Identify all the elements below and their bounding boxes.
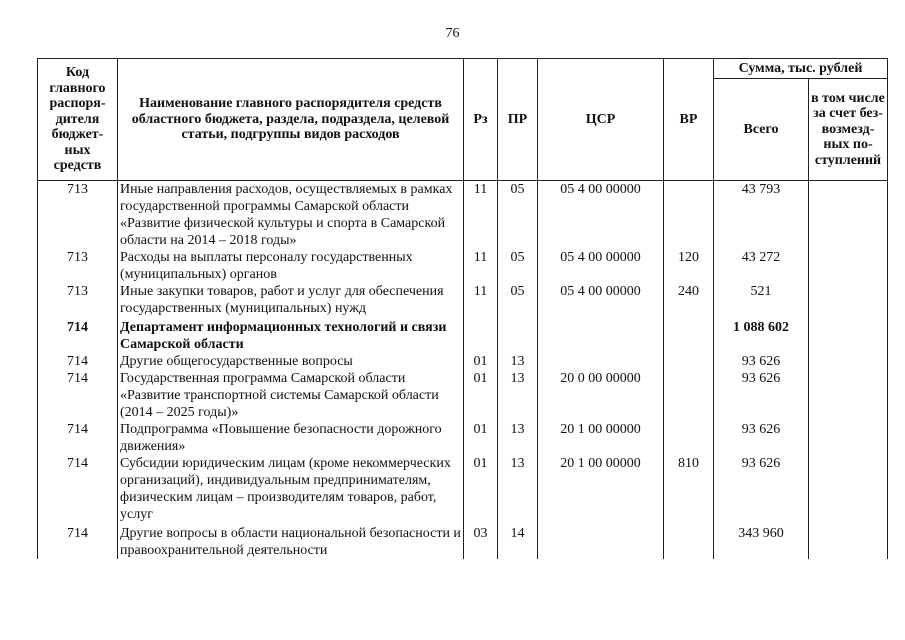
cell-total: 93 626 [714, 370, 809, 421]
header-name: Наименование главного распорядителя средств областного бюджета, раздела, подраздела, целевой статьи, подгруппы видов расходов [118, 59, 464, 181]
header-vr: ВР [664, 59, 714, 181]
cell-vr [664, 353, 714, 370]
cell-csr: 20 1 00 00000 [538, 455, 664, 523]
header-sum-group: Сумма, тыс. рублей [714, 59, 888, 79]
page-number: 76 [445, 26, 460, 41]
cell-name: Субсидии юридическим лицам (кроме некоммерческих организаций), индивидуальным предпринимателям, физическим лицам – производителям товаров, работ, услуг [118, 455, 464, 523]
cell-total: 93 626 [714, 353, 809, 370]
cell-total: 343 960 [714, 523, 809, 559]
cell-code: 713 [38, 249, 118, 283]
cell-pr: 05 [498, 249, 538, 283]
table-row [38, 317, 888, 353]
cell-name: Департамент информационных технологий и связи Самарской области [118, 317, 464, 353]
cell-free-receipts [809, 181, 888, 250]
cell-pr: 05 [498, 283, 538, 317]
table-row [38, 370, 888, 421]
cell-vr: 120 [664, 249, 714, 283]
cell-rz: 11 [464, 181, 498, 250]
cell-csr [538, 317, 664, 353]
table-row [38, 523, 888, 559]
cell-csr [538, 353, 664, 370]
cell-free-receipts [809, 523, 888, 559]
cell-code: 714 [38, 523, 118, 559]
cell-rz: 01 [464, 455, 498, 523]
cell-rz: 03 [464, 523, 498, 559]
cell-name: Расходы на выплаты персоналу государственных (муниципальных) органов [118, 249, 464, 283]
budget-table [37, 58, 888, 559]
cell-name: Другие вопросы в области национальной безопасности и правоохранительной деятельности [118, 523, 464, 559]
cell-free-receipts [809, 249, 888, 283]
cell-code: 714 [38, 455, 118, 523]
cell-vr [664, 181, 714, 250]
header-csr: ЦСР [538, 59, 664, 181]
table-row [38, 249, 888, 283]
cell-csr: 20 0 00 00000 [538, 370, 664, 421]
cell-vr [664, 370, 714, 421]
cell-rz: 01 [464, 421, 498, 455]
cell-vr [664, 317, 714, 353]
cell-name: Иные направления расходов, осуществляемых в рамках государственной программы Самарской области «Развитие физической культуры и спорта в Самарской области на 2014 – 2018 годы» [118, 181, 464, 250]
cell-total: 1 088 602 [714, 317, 809, 353]
cell-pr: 13 [498, 455, 538, 523]
cell-rz: 01 [464, 353, 498, 370]
cell-name: Иные закупки товаров, работ и услуг для обеспечения государственных (муниципальных) нужд [118, 283, 464, 317]
table-row [38, 421, 888, 455]
table-row [38, 353, 888, 370]
cell-pr: 13 [498, 353, 538, 370]
cell-pr: 14 [498, 523, 538, 559]
cell-free-receipts [809, 370, 888, 421]
cell-vr [664, 523, 714, 559]
cell-csr: 05 4 00 00000 [538, 283, 664, 317]
cell-rz [464, 317, 498, 353]
cell-pr: 13 [498, 370, 538, 421]
table-row [38, 181, 888, 250]
header-rz: Рз [464, 59, 498, 181]
cell-free-receipts [809, 317, 888, 353]
cell-free-receipts [809, 283, 888, 317]
cell-free-receipts [809, 353, 888, 370]
cell-name: Подпрограмма «Повышение безопасности дорожного движения» [118, 421, 464, 455]
cell-vr: 810 [664, 455, 714, 523]
table-body [38, 181, 888, 560]
cell-total: 43 793 [714, 181, 809, 250]
cell-code: 714 [38, 317, 118, 353]
table-row [38, 283, 888, 317]
cell-csr: 05 4 00 00000 [538, 181, 664, 250]
cell-free-receipts [809, 455, 888, 523]
cell-rz: 11 [464, 283, 498, 317]
cell-rz: 11 [464, 249, 498, 283]
cell-csr: 20 1 00 00000 [538, 421, 664, 455]
table-row [38, 455, 888, 523]
cell-csr [538, 523, 664, 559]
cell-pr: 13 [498, 421, 538, 455]
cell-vr: 240 [664, 283, 714, 317]
cell-code: 713 [38, 283, 118, 317]
cell-rz: 01 [464, 370, 498, 421]
cell-csr: 05 4 00 00000 [538, 249, 664, 283]
header-free-receipts: в том числе за счет без-возмезд-ных по-ступлений [809, 79, 888, 181]
cell-free-receipts [809, 421, 888, 455]
cell-total: 521 [714, 283, 809, 317]
cell-vr [664, 421, 714, 455]
header-total: Всего [714, 79, 809, 181]
header-code: Код главного распоря-дителя бюджет-ных средств [38, 59, 118, 181]
cell-name: Другие общегосударственные вопросы [118, 353, 464, 370]
cell-total: 93 626 [714, 455, 809, 523]
cell-pr: 05 [498, 181, 538, 250]
cell-total: 43 272 [714, 249, 809, 283]
header-pr: ПР [498, 59, 538, 181]
cell-code: 714 [38, 353, 118, 370]
cell-code: 714 [38, 370, 118, 421]
cell-pr [498, 317, 538, 353]
cell-code: 713 [38, 181, 118, 250]
cell-code: 714 [38, 421, 118, 455]
cell-name: Государственная программа Самарской области «Развитие транспортной системы Самарской области (2014 – 2025 годы)» [118, 370, 464, 421]
table-header [38, 59, 888, 181]
cell-total: 93 626 [714, 421, 809, 455]
